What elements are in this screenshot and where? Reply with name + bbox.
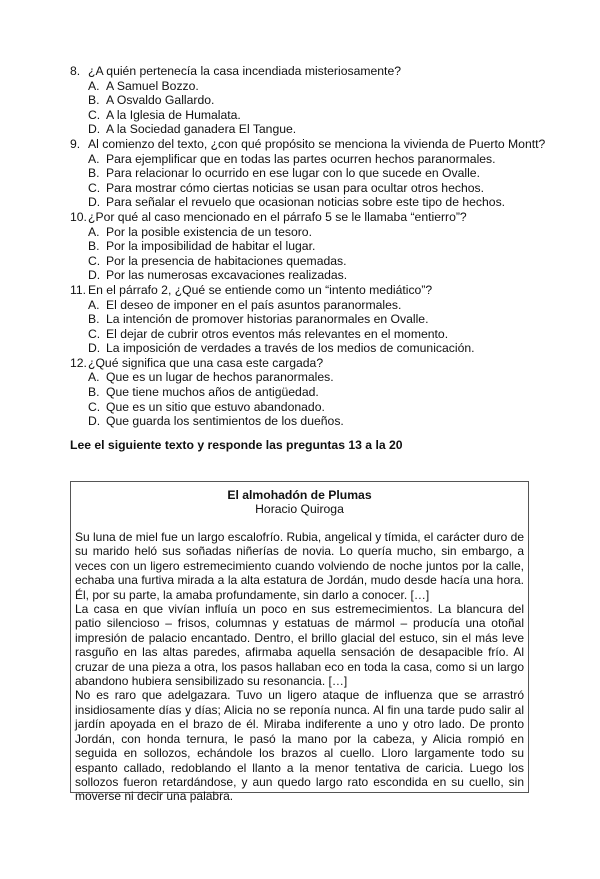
option-text: Por la imposibilidad de habitar el lugar. — [106, 239, 316, 254]
option-text: Para señalar el revuelo que ocasionan noticias sobre este tipo de hechos. — [106, 195, 506, 210]
question-9 — [70, 137, 550, 210]
option-text: El deseo de imponer en el país asuntos paranormales. — [106, 297, 402, 312]
option-text: Que guarda los sentimientos de los dueños. — [106, 414, 344, 429]
option-text: Por las numerosas excavaciones realizadas. — [106, 268, 348, 283]
option-text: Por la presencia de habitaciones quemadas. — [106, 253, 347, 268]
option-c — [70, 254, 550, 269]
option-text: Que es un lugar de hechos paranormales. — [106, 370, 334, 385]
option-d — [70, 195, 550, 210]
option-letter: B. — [88, 166, 100, 181]
option-letter: C. — [88, 180, 101, 195]
question-11 — [70, 283, 550, 356]
question-number: 10. — [70, 209, 87, 224]
option-letter: A. — [88, 151, 100, 166]
option-text: Para mostrar cómo ciertas noticias se usan para ocultar otros hechos. — [106, 180, 484, 195]
option-text: A la Sociedad ganadera El Tangue. — [106, 122, 297, 137]
question-number: 12. — [70, 355, 87, 370]
question-number: 11. — [70, 282, 87, 297]
option-letter: A. — [88, 370, 100, 385]
passage-paragraph: Su luna de miel fue un largo escalofrío. Rubia, angelical y tímida, el carácter duro de su marido heló sus soñadas niñerías de novia. Lo quería mucho, sin embargo, a veces con un ligero estremecimiento cuando volviendo de noche juntos por la calle, echaba una furtiva mirada a la alta estatura de Jordán, mudo desde hacía una hora. Él, por su parte, la amaba profundamente, sin darlo a conocer. […] — [75, 530, 524, 602]
question-8 — [70, 64, 550, 137]
option-text: La intención de promover historias paranormales en Ovalle. — [106, 312, 429, 327]
passage-paragraph: La casa en que vivían influía un poco en sus estremecimientos. La blancura del patio silencioso – frisos, columnas y estatuas de mármol – producía una otoñal impresión de palacio encantado. Dentro, el brillo glacial del estuco, sin el más leve rasguño en las altas paredes, afirmaba aquella sensación de desapacible frío. Al cruzar de una pieza a otra, los pasos hallaban eco en toda la casa, como si un largo abandono hubiera sensibilizado su resonancia. […] — [75, 602, 524, 689]
option-text: Que es un sitio que estuvo abandonado. — [106, 399, 325, 414]
option-text: A Samuel Bozzo. — [106, 78, 199, 93]
option-letter: D. — [88, 414, 101, 429]
option-letter: D. — [88, 195, 101, 210]
question-text: ¿Qué significa que una casa este cargada? — [88, 355, 324, 370]
option-a — [70, 298, 550, 313]
option-letter: C. — [88, 399, 101, 414]
option-text: El dejar de cubrir otros eventos más relevantes en el momento. — [106, 326, 449, 341]
option-b — [70, 312, 550, 327]
option-text: Que tiene muchos años de antigüedad. — [106, 385, 319, 400]
option-c — [70, 108, 550, 123]
option-b — [70, 93, 550, 108]
option-c — [70, 181, 550, 196]
option-a — [70, 79, 550, 94]
option-text: Para relacionar lo ocurrido en ese lugar con lo que sucede en Ovalle. — [106, 166, 480, 181]
question-number: 8. — [70, 64, 81, 78]
passage-paragraph: No es raro que adelgazara. Tuvo un ligero ataque de influenza que se arrastró insidiosamente días y días; Alicia no se reponía nunca. Al fin una tarde pudo salir al jardín apoyada en el brazo de él. Miraba indiferente a uno y otro lado. De pronto Jordán, con honda ternura, le pasó la mano por la cabeza, y Alicia rompió en seguida en sollozos, echándole los brazos al cuello. Lloro largamente todo su espanto callado, redoblando el llanto a la menor tentativa de caricia. Luego los sollozos fueron retardándose, y aun quedo largo rato escondida en su cuello, sin moverse ni decir una palabra. — [75, 688, 524, 804]
option-letter: D. — [88, 268, 101, 283]
question-12 — [70, 356, 550, 429]
option-a — [70, 370, 550, 385]
option-text: La imposición de verdades a través de los medios de comunicación. — [106, 341, 475, 356]
question-text: Al comienzo del texto, ¿con qué propósito se menciona la vivienda de Puerto Montt? — [88, 136, 546, 151]
option-letter: B. — [88, 312, 100, 327]
option-c — [70, 327, 550, 342]
option-letter: D. — [88, 341, 101, 356]
option-b — [70, 239, 550, 254]
option-letter: B. — [88, 93, 100, 108]
option-letter: B. — [88, 385, 100, 400]
question-text: ¿Por qué al caso mencionado en el párrafo 5 se le llamaba “entierro”? — [88, 209, 467, 224]
question-text: ¿A quién pertenecía la casa incendiada misteriosamente? — [88, 64, 402, 78]
option-letter: A. — [88, 297, 100, 312]
question-text: En el párrafo 2, ¿Qué se entiende como un “intento mediático”? — [88, 282, 433, 297]
option-letter: C. — [88, 326, 101, 341]
option-b — [70, 166, 550, 181]
option-a — [70, 225, 550, 240]
option-text: A Osvaldo Gallardo. — [106, 93, 215, 108]
option-d — [70, 414, 550, 429]
option-letter: B. — [88, 239, 100, 254]
option-a — [70, 152, 550, 167]
option-letter: C. — [88, 107, 101, 122]
reading-passage-box — [70, 481, 529, 804]
option-letter: D. — [88, 122, 101, 137]
option-text: Por la posible existencia de un tesoro. — [106, 224, 312, 239]
section-instruction: Lee el siguiente texto y responde las preguntas 13 a la 20 — [70, 438, 403, 452]
option-d — [70, 341, 550, 356]
option-letter: A. — [88, 224, 100, 239]
option-d — [70, 122, 550, 137]
question-list — [70, 64, 550, 429]
option-letter: C. — [88, 253, 101, 268]
option-text: Para ejemplificar que en todas las partes ocurren hechos paranormales. — [106, 151, 496, 166]
option-b — [70, 385, 550, 400]
passage-author: Horacio Quiroga — [255, 502, 344, 516]
passage-title: El almohadón de Plumas — [227, 488, 372, 502]
option-text: A la Iglesia de Humalata. — [106, 107, 241, 122]
option-d — [70, 268, 550, 283]
question-number: 9. — [70, 136, 81, 151]
question-10 — [70, 210, 550, 283]
option-c — [70, 400, 550, 415]
option-letter: A. — [88, 78, 100, 93]
